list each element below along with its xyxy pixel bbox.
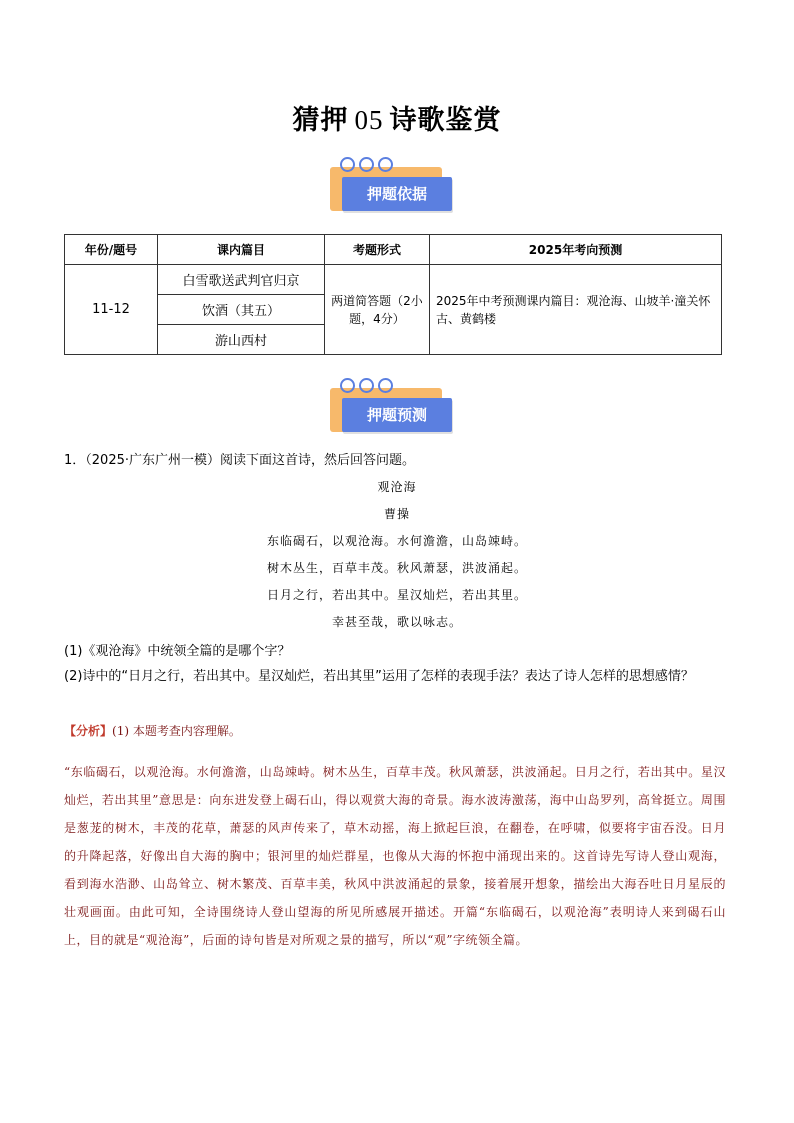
header-texts: 课内篇目 bbox=[158, 235, 325, 265]
poem-line: 日月之行，若出其中。星汉灿烂，若出其里。 bbox=[266, 588, 527, 602]
title-number: 05 bbox=[354, 105, 384, 135]
basis-badge bbox=[330, 157, 442, 219]
exam-info-table bbox=[64, 234, 722, 355]
page-title bbox=[0, 98, 794, 137]
analysis-body: “东临碣石，以观沧海。水何澹澹，山岛竦峙。树木丛生，百草丰茂。秋风萧瑟，洪波涌起。日月之行，若出其中。星汉灿烂，若出其里”意思是：向东进发登上碣石山，得以观赏大海的奇景。海水波涛激荡，海中山岛罗列，高耸挺立。周围是葱茏的树木，丰茂的花草，萧瑟的风声传来了，草木动摇，海上掀起巨浪，在翻卷，在呼啸，似要将宇宙吞没。日月的升降起落，好像出自大海的胸中；银河里的灿烂群星，也像从大海的怀抱中涌现出来的。这首诗先写诗人登山观海，看到海水浩渺、山岛耸立、树木繁茂、百草丰美，秋风中洪波涌起的景象，接着展开想象，描绘出大海吞吐日月星辰的壮观画面。由此可知，全诗围绕诗人登山望海的所见所感展开描述。开篇“东临碣石，以观沧海”表明诗人来到碣石山上，目的就是“观沧海”，后面的诗句皆是对所观之景的描写，所以“观”字统领全篇。 bbox=[64, 765, 726, 947]
basis-badge-label: 押题依据 bbox=[342, 177, 452, 211]
cell-form: 两道简答题（2小题，4分） bbox=[325, 265, 430, 355]
header-year: 年份/题号 bbox=[65, 235, 158, 265]
cell-text-2: 饮酒（其五） bbox=[158, 295, 325, 325]
sub-question-1: (1)《观沧海》中统领全篇的是哪个字？ bbox=[64, 644, 291, 659]
cell-year: 11-12 bbox=[65, 265, 158, 355]
cell-text-3: 游山西村 bbox=[158, 325, 325, 355]
binder-rings-icon bbox=[340, 378, 393, 392]
cell-text-1: 白雪歌送武判官归京 bbox=[158, 265, 325, 295]
poem-line: 树木丛生，百草丰茂。秋风萧瑟，洪波涌起。 bbox=[266, 561, 527, 575]
question-intro: 1．（2025·广东广州一模）阅读下面这首诗，然后回答问题。 bbox=[64, 453, 415, 468]
sub-question-2: (2)诗中的“日月之行，若出其中。星汉灿烂，若出其里”运用了怎样的表现手法？表达了诗人怎样的思想感情？ bbox=[64, 669, 694, 684]
analysis-heading bbox=[64, 722, 241, 739]
prediction-badge-label: 押题预测 bbox=[342, 398, 452, 432]
poem-author: 曹操 bbox=[383, 507, 410, 521]
analysis-tag: 【分析】 bbox=[64, 724, 113, 738]
cell-prediction: 2025年中考预测课内篇目：观沧海、山坡羊·潼关怀古、黄鹤楼 bbox=[430, 265, 722, 355]
prediction-badge bbox=[330, 378, 442, 440]
poem-line: 幸甚至哉，歌以咏志。 bbox=[331, 615, 462, 629]
title-prefix: 猜押 bbox=[292, 105, 349, 136]
poem-title: 观沧海 bbox=[377, 480, 417, 494]
header-form: 考题形式 bbox=[325, 235, 430, 265]
title-subject: 诗歌鉴赏 bbox=[389, 105, 502, 136]
binder-rings-icon bbox=[340, 157, 393, 171]
header-prediction: 2025年考向预测 bbox=[430, 235, 722, 265]
table-header-row bbox=[65, 235, 722, 265]
poem-line: 东临碣石，以观沧海。水何澹澹，山岛竦峙。 bbox=[266, 534, 527, 548]
analysis-heading-text: (1) 本题考查内容理解。 bbox=[112, 724, 241, 738]
table-row bbox=[65, 265, 722, 295]
